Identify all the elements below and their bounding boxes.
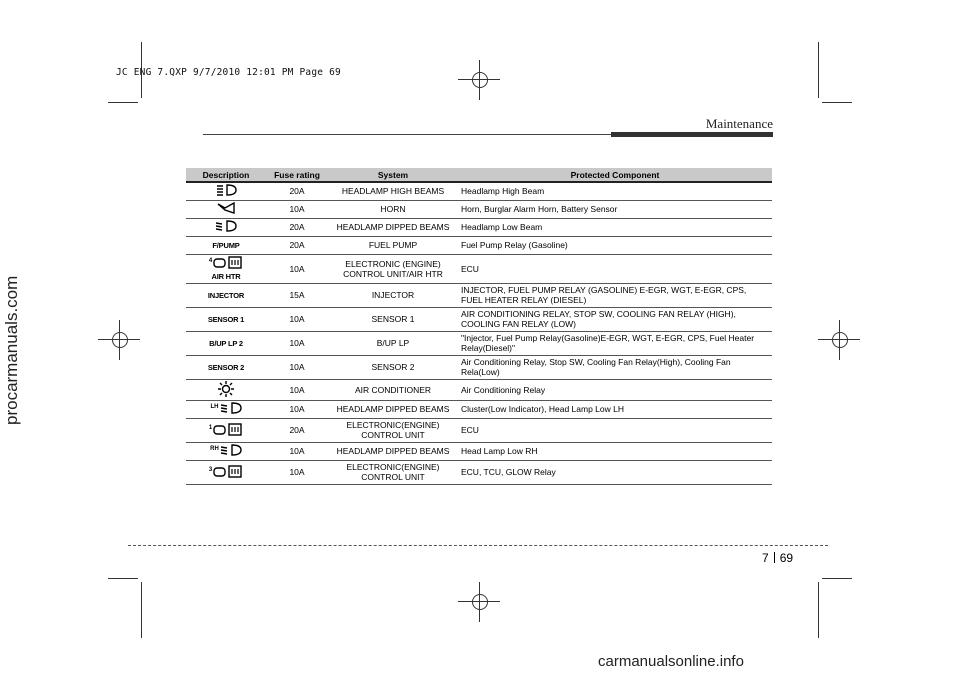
side-watermark: procarmanuals.com (2, 275, 21, 425)
description-cell (186, 182, 266, 200)
description-cell (186, 418, 266, 442)
registration-mark (112, 332, 128, 348)
headlamp-rh-icon (220, 444, 242, 458)
headlamp-low-icon (215, 220, 237, 234)
fuse-table (186, 168, 772, 485)
fuse-rating-cell: 10A (266, 460, 328, 484)
crop-mark (108, 102, 138, 103)
description-cell (186, 400, 266, 418)
description-cell (186, 200, 266, 218)
table-row (186, 254, 772, 283)
table-row (186, 400, 772, 418)
registration-mark (458, 79, 500, 80)
fuse-rating-cell: 10A (266, 442, 328, 460)
protected-component-cell: Headlamp High Beam (458, 182, 772, 200)
system-cell: HEADLAMP HIGH BEAMS (328, 182, 458, 200)
registration-mark (458, 601, 500, 602)
header-rule (203, 134, 611, 135)
crop-mark (818, 582, 819, 638)
registration-mark (832, 332, 848, 348)
fuse-rating-cell: 20A (266, 218, 328, 236)
system-cell: B/UP LP (328, 331, 458, 355)
page-index: 69 (779, 551, 794, 565)
protected-component-cell: Air Conditioning Relay (458, 379, 772, 400)
fuse-rating-cell: 20A (266, 182, 328, 200)
crop-mark (818, 42, 819, 98)
description-cell (186, 331, 266, 355)
protected-component-cell: Head Lamp Low RH (458, 442, 772, 460)
table-row (186, 182, 772, 200)
chapter-number: 7 (762, 551, 769, 565)
registration-mark (472, 72, 488, 88)
protected-component-cell: Fuel Pump Relay (Gasoline) (458, 236, 772, 254)
headlamp-high-icon (215, 184, 237, 198)
crop-mark (822, 102, 852, 103)
description-cell (186, 355, 266, 379)
system-cell: HEADLAMP DIPPED BEAMS (328, 442, 458, 460)
description-cell (186, 254, 266, 283)
protected-component-cell: INJECTOR, FUEL PUMP RELAY (GASOLINE) E-EGR, WGT, E-EGR, CPS, FUEL HEATER RELAY (DIESEL) (458, 283, 772, 307)
registration-mark (479, 582, 480, 622)
fuse-marker: 1 (208, 424, 213, 431)
system-cell: HEADLAMP DIPPED BEAMS (328, 218, 458, 236)
fuse-rating-cell: 10A (266, 254, 328, 283)
description-cell (186, 379, 266, 400)
fuse-marker: RH (210, 446, 219, 452)
description-cell (186, 236, 266, 254)
system-cell: AIR CONDITIONER (328, 379, 458, 400)
column-header: Description (186, 168, 266, 182)
table-row (186, 218, 772, 236)
engine-ecu-icon (213, 423, 243, 438)
registration-mark (472, 594, 488, 610)
column-header: Fuse rating (266, 168, 328, 182)
column-header: System (328, 168, 458, 182)
fuse-marker: 4 (208, 257, 213, 264)
fuse-label: INJECTOR (207, 290, 245, 300)
system-cell: HORN (328, 200, 458, 218)
crop-mark (141, 582, 142, 638)
column-header: Protected Component (458, 168, 772, 182)
protected-component-cell: "Injector, Fuel Pump Relay(Gasoline)E-EGR, WGT, E-EGR, CPS, Fuel Heater Relay(Diesel)" (458, 331, 772, 355)
protected-component-cell: ECU (458, 418, 772, 442)
system-cell: SENSOR 2 (328, 355, 458, 379)
table-row (186, 379, 772, 400)
description-cell (186, 218, 266, 236)
system-cell: FUEL PUMP (328, 236, 458, 254)
protected-component-cell: Headlamp Low Beam (458, 218, 772, 236)
table-row (186, 355, 772, 379)
registration-mark (818, 339, 860, 340)
horn-icon (216, 202, 236, 216)
protected-component-cell: Air Conditioning Relay, Stop SW, Cooling Fan Relay(High), Cooling Fan Rela(Low) (458, 355, 772, 379)
table-row (186, 283, 772, 307)
fuse-rating-cell: 10A (266, 307, 328, 331)
fuse-label: F/PUMP (212, 240, 240, 250)
description-cell (186, 283, 266, 307)
air-conditioner-icon (218, 381, 234, 399)
section-title: Maintenance (705, 116, 773, 131)
fuse-label: SENSOR 1 (207, 314, 245, 324)
fuse-label: AIR HTR (211, 271, 241, 281)
header-rule-accent (611, 132, 773, 137)
protected-component-cell: Cluster(Low Indicator), Head Lamp Low LH (458, 400, 772, 418)
registration-mark (119, 320, 120, 360)
engine-ecu-icon (213, 465, 243, 480)
fuse-label: SENSOR 2 (207, 362, 245, 372)
description-cell (186, 460, 266, 484)
fuse-rating-cell: 20A (266, 236, 328, 254)
registration-mark (98, 339, 140, 340)
protected-component-cell: ECU (458, 254, 772, 283)
table-row (186, 460, 772, 484)
fuse-rating-cell: 10A (266, 331, 328, 355)
system-cell: ELECTRONIC(ENGINE) CONTROL UNIT (328, 460, 458, 484)
table-row (186, 200, 772, 218)
table-row (186, 442, 772, 460)
registration-mark (839, 320, 840, 360)
system-cell: SENSOR 1 (328, 307, 458, 331)
bottom-watermark: carmanualsonline.info (598, 653, 744, 670)
registration-mark (479, 60, 480, 100)
system-cell: HEADLAMP DIPPED BEAMS (328, 400, 458, 418)
page-number (762, 551, 793, 565)
headlamp-lh-icon (220, 402, 242, 416)
description-cell (186, 307, 266, 331)
fuse-rating-cell: 15A (266, 283, 328, 307)
system-cell: INJECTOR (328, 283, 458, 307)
fuse-marker: 3 (208, 466, 213, 473)
table-row (186, 307, 772, 331)
fuse-rating-cell: 10A (266, 355, 328, 379)
system-cell: ELECTRONIC (ENGINE) CONTROL UNIT/AIR HTR (328, 254, 458, 283)
description-cell (186, 442, 266, 460)
crop-mark (822, 578, 852, 579)
system-cell: ELECTRONIC(ENGINE) CONTROL UNIT (328, 418, 458, 442)
fuse-rating-cell: 10A (266, 400, 328, 418)
protected-component-cell: Horn, Burglar Alarm Horn, Battery Sensor (458, 200, 772, 218)
protected-component-cell: AIR CONDITIONING RELAY, STOP SW, COOLING FAN RELAY (HIGH), COOLING FAN RELAY (LOW) (458, 307, 772, 331)
table-row (186, 236, 772, 254)
crop-mark (108, 578, 138, 579)
table-header-row (186, 168, 772, 182)
print-slug: JC ENG 7.QXP 9/7/2010 12:01 PM Page 69 (116, 67, 341, 78)
table-row (186, 331, 772, 355)
footer-rule (128, 545, 828, 546)
fuse-rating-cell: 10A (266, 200, 328, 218)
table-row (186, 418, 772, 442)
protected-component-cell: ECU, TCU, GLOW Relay (458, 460, 772, 484)
fuse-marker: LH (210, 404, 219, 410)
engine-ecu-icon (213, 256, 243, 271)
fuse-rating-cell: 20A (266, 418, 328, 442)
fuse-label: B/UP LP 2 (209, 338, 243, 348)
fuse-rating-cell: 10A (266, 379, 328, 400)
